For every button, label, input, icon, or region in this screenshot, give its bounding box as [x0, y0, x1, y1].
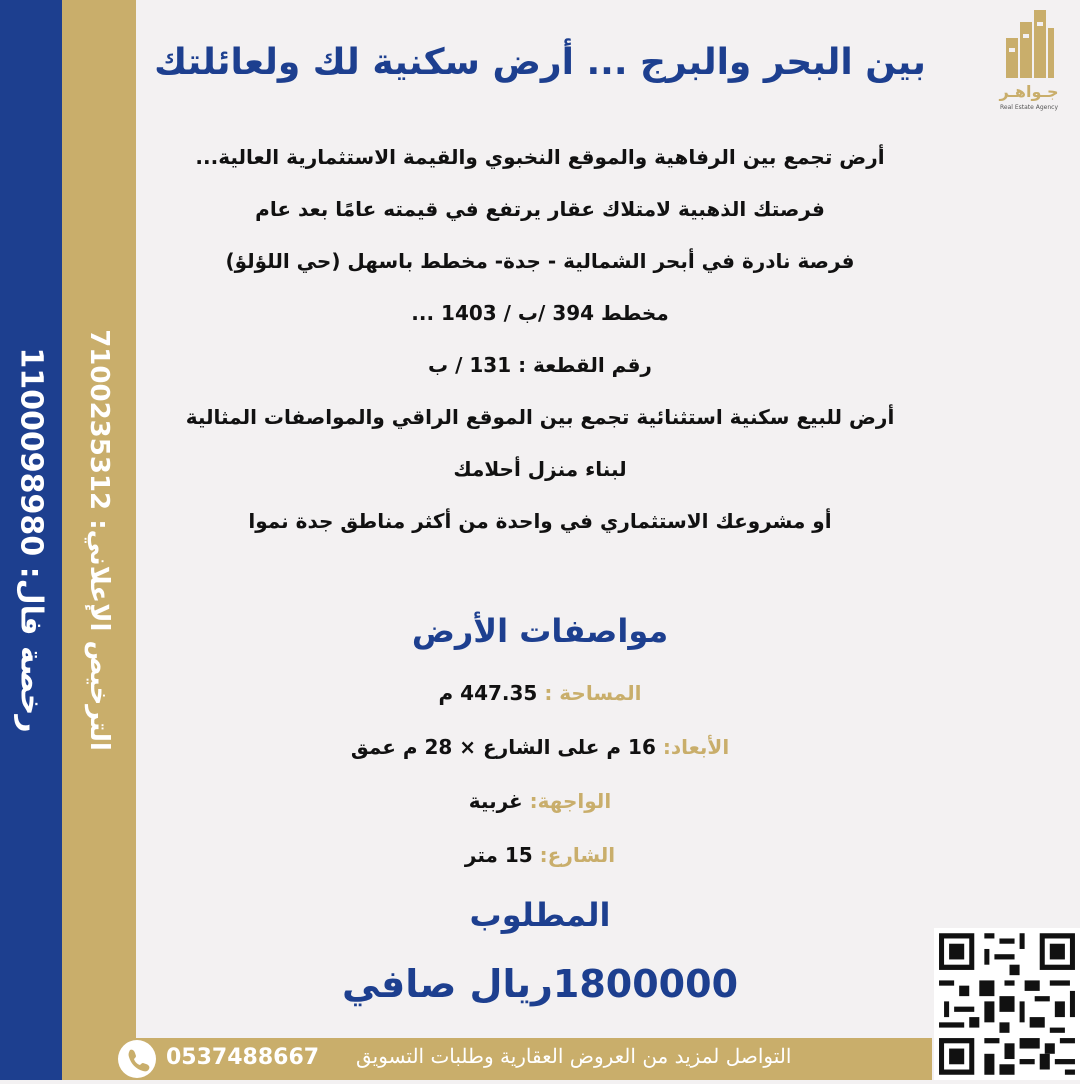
spec-facade	[140, 784, 940, 838]
spec-label: الشارع:	[539, 843, 616, 867]
intro-line: أو مشروعك الاستثماري في واحدة من أكثر مناطق جدة نموا	[248, 509, 832, 533]
qr-code-icon	[934, 928, 1080, 1080]
intro-line: أرض تجمع بين الرفاهية والموقع النخبوي والقيمة الاستثمارية العالية...	[195, 145, 885, 169]
specs-heading: مواصفات الأرض	[411, 612, 669, 650]
brand-subtitle: Real Estate Agency	[1000, 104, 1058, 111]
spec-area	[140, 676, 940, 730]
intro-line: فرصة نادرة في أبحر الشمالية - جدة- مخطط باسهل (حي اللؤلؤ)	[225, 249, 855, 273]
spec-value: غربية	[468, 789, 523, 813]
phone-number[interactable]: 0537488667	[166, 1045, 320, 1070]
brand-name: جـواهـر	[999, 82, 1059, 101]
brand-logo	[996, 8, 1062, 120]
specs-list	[140, 676, 940, 892]
intro-text	[140, 140, 940, 556]
spec-label: الواجهة:	[529, 789, 612, 813]
ad-license-text: الترخيص الإعلاني: 7100235312	[84, 329, 114, 751]
spec-label: الأبعاد:	[662, 735, 730, 759]
building-logo-icon	[1004, 8, 1054, 78]
spec-label: المساحة :	[544, 681, 642, 705]
contact-text: التواصل لمزيد من العروض العقارية وطلبات التسويق	[356, 1044, 792, 1068]
whatsapp-phone-icon[interactable]	[118, 1040, 156, 1078]
spec-value: 16 م على الشارع × 28 م عمق	[350, 735, 656, 759]
intro-line: مخطط 394 /ب / 1403 ...	[411, 301, 669, 325]
qr-code[interactable]	[934, 928, 1080, 1080]
intro-line: رقم القطعة : 131 / ب	[428, 353, 652, 377]
main-content	[140, 0, 940, 1020]
spec-street	[140, 838, 940, 892]
intro-line: أرض للبيع سكنية استثنائية تجمع بين الموقع الراقي والمواصفات المثالية	[185, 405, 895, 429]
required-label: المطلوب	[469, 896, 611, 934]
spec-value: 15 متر	[464, 843, 533, 867]
intro-line: فرصتك الذهبية لامتلاك عقار يرتفع في قيمته عامًا بعد عام	[255, 197, 825, 221]
fal-license-text: رخصة فال: 1100098980	[13, 347, 49, 733]
spec-dimensions	[140, 730, 940, 784]
page-title: بين البحر والبرج ... أرض سكنية لك ولعائلتك	[154, 42, 926, 83]
intro-line: لبناء منزل أحلامك	[453, 457, 627, 481]
price: 1800000ريال صافي	[341, 962, 739, 1006]
spec-value: 447.35 م	[438, 681, 538, 705]
